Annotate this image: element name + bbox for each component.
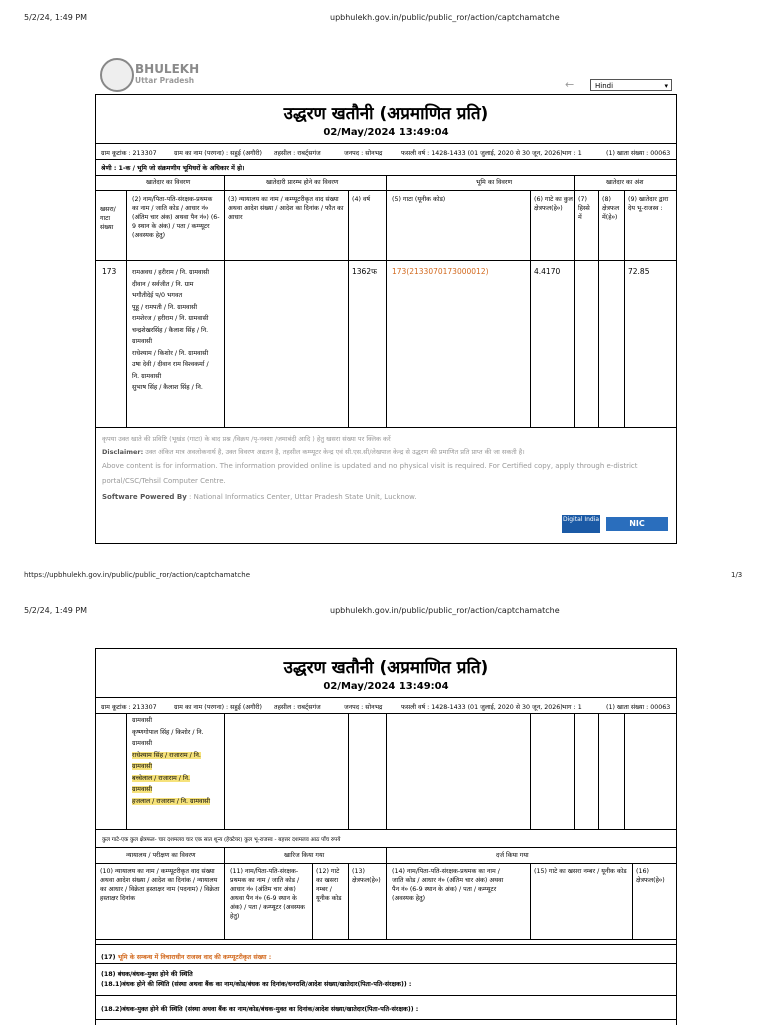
owner-line: ग्रामवासी: [132, 338, 152, 345]
row-owners-p2: [132, 715, 222, 807]
print-datetime: 5/2/24, 1:49 PM: [24, 13, 88, 22]
col-11: (11) नाम/पिता-पति-संरक्षक-प्रथमक का नाम / जाति कोड / आधार नं० (अंतिम चार अंक) अथवा पैन नं० (6-9 स्थान के अंक) / पता / कम्प्यूटर (अवस्यक हेतु): [230, 868, 305, 920]
doc-title: उद्धरण खतौनी (अप्रमाणित प्रति): [283, 104, 489, 124]
owner-line-highlighted: हजलाल / राजाराम / नि. ग्रामवासी: [132, 797, 211, 805]
col-10: (10) न्यायालय का नाम / कम्प्यूटरीकृत वाद संख्या अथवा आदेश संख्या / आदेश का दिनांक / न्यायालय का आधार / विक्रेता हस्ताक्षर नाम (पदनाम) / विक्रेता हस्ताक्षर दिनांक: [100, 868, 220, 902]
line-18: (18) बंधक/बंधक-मुक्त होने की स्थिति: [101, 971, 193, 978]
info-khata: (1) खाता संख्या : 00063: [606, 150, 671, 157]
row-area: 4.4170: [534, 267, 561, 276]
khatauni-document: [95, 94, 677, 544]
owner-line: चन्द्रशेखरसिंह / कैलाश सिंह / नि.: [132, 326, 209, 334]
line-18-2: (18.2)बंधक-मुक्त होने की स्थिति (संस्था अथवा बैंक का नाम/कोड/बंधक-मुक्त का दिनांक/आदेश संख्या/खातेदार(पिता-पति-संरक्षक)) :: [101, 1006, 419, 1013]
owner-line-highlighted: ग्रामवासी: [132, 763, 152, 770]
powered-by-label: Software Powered By: [102, 493, 187, 501]
khatauni-document-p2: [95, 648, 677, 1025]
info-fasli-p2: फसली वर्ष : 1428-1433 (01 जुलाई, 2020 से 30 जून, 2026): [401, 704, 563, 711]
back-arrow-icon[interactable]: ←: [565, 78, 575, 91]
shreni: श्रेणी : 1-क / भूमि जो संक्रमणीय भूमिधरों के अधिकार में हो।: [101, 165, 245, 172]
group-kharij: खारिज किया गया: [284, 852, 325, 859]
owner-line-highlighted: बच्चेलाल / राजाराम / नि.: [132, 774, 190, 782]
logo-subtitle: Uttar Pradesh: [135, 76, 195, 85]
owner-line: सुभाष सिंह / कैलाश सिंह / नि.: [132, 384, 203, 391]
print-footer-url: https://upbhulekh.gov.in/public/public_ror/action/captchamatche: [24, 571, 251, 579]
info-fasli: फसली वर्ष : 1428-1433 (01 जुलाई, 2020 से 30 जून, 2026): [401, 150, 563, 157]
row-khata-no: 173: [102, 267, 117, 276]
col-khata-no: खसरा/ गाटा संख्या: [100, 206, 116, 231]
info-gram-code: ग्राम कूटांक : 213307: [101, 150, 157, 157]
group-darj: दर्ज किया गया: [496, 852, 529, 859]
nic-logo: NIC: [606, 517, 668, 531]
disclaimer-hindi: उक्त अंकित मात्र अवलोकनार्थ है, उक्त विवरण अद्यतन है, तहसील कम्प्यूटर केन्द्र एवं सी.एस.सी/लेखपाल केन्द्र से उद्धरण की प्रमाणित प्रति प्राप्त की जा सकती है।: [145, 448, 525, 456]
print-datetime-p2: 5/2/24, 1:49 PM: [24, 606, 88, 615]
click-instruction: कृपया उक्त खाते की प्रविष्टि (भूखंड (गाटा) के बाद प्रश्न /विक्रय /पृ-नक्शा /जमाबंदी आदि ) हेतु खसरा संख्या पर क्लिक करें: [102, 435, 391, 443]
info-tehsil-p2: तहसील : राबर्ट्सगंज: [274, 704, 321, 711]
info-gram-code-p2: ग्राम कूटांक : 213307: [101, 704, 157, 711]
chevron-down-icon: ▾: [664, 82, 668, 90]
row-owners: [132, 267, 222, 394]
owner-line: भगौतीदेई प/0 भगवत: [132, 292, 183, 299]
owner-line-highlighted: ग्रामवासी: [132, 786, 152, 793]
col-year: (4) वर्ष: [352, 196, 371, 203]
owner-line: दीवान / सर्वजीत / नि. ग्राम: [132, 280, 194, 288]
group-bhoomi: भूमि का विवरण: [476, 179, 513, 186]
owner-line: नि. ग्रामवासी: [132, 372, 162, 380]
owner-line: ग्रामवासी: [132, 717, 152, 724]
owner-line: रामअवध / हरीराम / नि. ग्रामवासी: [132, 269, 210, 276]
print-page-count: 1/3: [731, 571, 743, 579]
powered-by-text: : National Informatics Center, Uttar Pradesh State Unit, Lucknow.: [189, 493, 417, 501]
col-14: (14) नाम/पिता-पति-संरक्षक-प्रथमक का नाम / जाति कोड / आधार नं० (अंतिम चार अंक) अथवा पैन नं० (6-9 स्थान के अंक) / पता / कम्प्यूटर (अवस्यक हेतु): [392, 868, 504, 902]
line-17: भूमि के सम्बन्ध में विचाराधीन राजस्व वाद की कम्प्यूटरीकृत संख्या :: [117, 954, 272, 961]
owner-line: कृष्णगोपाल सिंह / किशोर / नि.: [132, 728, 204, 736]
col-rajasv: (9) खातेदार द्वारा देय भू-राजस्व :: [628, 196, 669, 212]
language-select[interactable]: [590, 79, 672, 91]
doc-date-p2: 02/May/2024 13:49:04: [323, 681, 449, 692]
line-17-label: (17): [101, 954, 116, 961]
col-area: (8) क्षेत्रफल में(हे०): [602, 196, 620, 221]
group-khatedari: खातेदारी प्रारम्भ होने का विवरण: [266, 179, 339, 186]
col-13: (13) क्षेत्रफल(हे०): [352, 868, 381, 884]
disclaimer-label: Disclaimer:: [102, 448, 144, 456]
doc-title-p2: उद्धरण खतौनी (अप्रमाणित प्रति): [283, 658, 489, 678]
info-tehsil: तहसील : राबर्ट्सगंज: [274, 150, 321, 157]
disclaimer-english: Above content is for information. The information provided online is updated and no physical visit is required. For Certified copy, apply through e-district: [102, 462, 638, 470]
col-court: (3) न्यायालय का नाम / कम्प्यूटरीकृत वाद संख्या अथवा आदेश संख्या / आदेश का दिनांक / फौत का आधार: [228, 196, 344, 221]
owner-line: रामशेरज / हरीराम / नि. ग्रामवासी: [132, 315, 209, 322]
col-hissa: (7) हिस्से में: [578, 196, 590, 221]
col-15: (15) गाटे का खसरा नम्बर / यूनीक कोड: [534, 868, 627, 875]
col-16: (16) क्षेत्रफल(हे०): [636, 868, 665, 884]
info-bhag-p2: भाग : 1: [562, 704, 582, 711]
owner-line-highlighted: राधेश्याम सिंह / राजाराम / नि.: [132, 751, 201, 759]
owner-line: पूहू / रामपती / नि. ग्रामवासी: [132, 303, 198, 311]
col-owner: (2) नाम/पिता-पति-संरक्षक-प्रथमक का नाम / जाति कोड / आधार नं० (अंतिम चार अंक) अथवा पैन नं०) (6-9 स्थान के अंक) / पता / कम्प्यूटर (अवस्यक हेतु): [132, 196, 220, 239]
print-url-title: upbhulekh.gov.in/public/public_ror/action/captchamatche: [330, 13, 560, 22]
group-ansh: खातेदार का अंश: [606, 179, 644, 186]
digital-india-logo: Digital India: [562, 515, 600, 533]
info-gram-name-p2: ग्राम का नाम (परगना) : सहुई (अगौरी): [174, 704, 262, 711]
row-gata-link[interactable]: 173(2133070173000012): [392, 267, 489, 276]
language-selected: Hindi: [595, 82, 614, 90]
col-gata: (5) गाटा (यूनीक कोड): [392, 196, 446, 203]
bhulekh-logo-icon: [100, 58, 134, 92]
totals-line: कुल गाटे-एक कुल क्षेत्रफल- चार दशमलव चार एक सात शून्य (हेक्टेयर) कुल भू-राजस्व - बहत्तर दशमलव आठ पाँच रुपये: [102, 837, 341, 843]
info-janpad: जनपद : सोनभद्र: [344, 150, 383, 157]
col-12: (12) गाटे का खसरा नम्बर / यूनीक कोड: [316, 868, 342, 902]
disclaimer-english-2: portal/CSC/Tehsil Computer Centre.: [102, 477, 226, 485]
print-url-title-p2: upbhulekh.gov.in/public/public_ror/action/captchamatche: [330, 606, 560, 615]
group-nyayalay: न्यायालय / परीक्षण का विवरण: [126, 852, 196, 859]
info-khata-p2: (1) खाता संख्या : 00063: [606, 704, 671, 711]
doc-date: 02/May/2024 13:49:04: [323, 127, 449, 138]
line-18-1: (18.1)बंधक होने की स्थिति (संस्था अथवा बैंक का नाम/कोड/बंधक का दिनांक/धनराशि/आदेश संख्या/खातेदार(पिता-पति-संरक्षक)) :: [101, 981, 412, 988]
info-gram-name: ग्राम का नाम (परगना) : सहुई (अगौरी): [174, 150, 262, 157]
info-janpad-p2: जनपद : सोनभद्र: [344, 704, 383, 711]
owner-line: राधेश्याम / किशोर / नि. ग्रामवासी: [132, 349, 209, 357]
col-total-area: (6) गाटे का कुल क्षेत्रफल(हे०): [534, 196, 573, 212]
row-year: 1362फ: [352, 267, 377, 276]
owner-line: उषा देवी / दीवान राम विश्वकर्मा /: [132, 361, 209, 368]
info-bhag: भाग : 1: [562, 150, 582, 157]
row-rajasv: 72.85: [628, 267, 650, 276]
group-khatedar: खातेदार का विवरण: [146, 179, 191, 186]
logo-title: BHULEKH: [135, 62, 200, 76]
owner-line: ग्रामवासी: [132, 740, 152, 747]
